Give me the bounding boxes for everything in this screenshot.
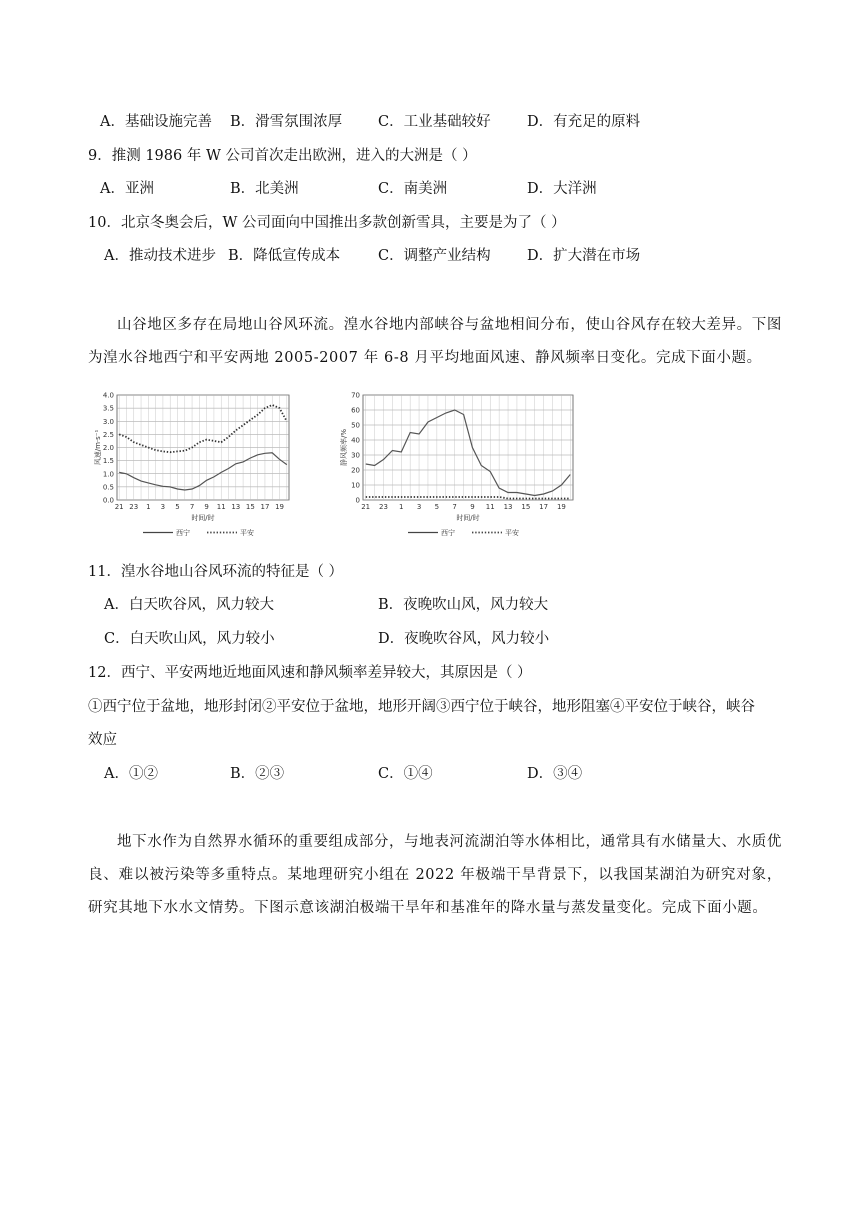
y-tick-label: 0 bbox=[355, 496, 360, 505]
q12-option-b: B．②③ bbox=[230, 766, 285, 782]
x-tick-label: 11 bbox=[216, 503, 226, 511]
plot-frame bbox=[363, 395, 573, 500]
q10-stem: 10．北京冬奥会后，W 公司面向中国推出多款创新雪具，主要是为了（ ） bbox=[88, 215, 566, 231]
y-tick-label: 30 bbox=[351, 451, 360, 460]
q12-statements-line1: ①西宁位于盆地，地形封闭②平安位于盆地，地形开阔③西宁位于峡谷，地形阻塞④平安位于峡谷，峡谷 bbox=[88, 699, 755, 715]
y-tick-label: 20 bbox=[351, 466, 360, 475]
series-line-pingan bbox=[119, 405, 287, 452]
q11-option-d: D．夜晚吹谷风，风力较小 bbox=[378, 631, 550, 647]
passage-groundwater bbox=[88, 826, 782, 925]
series-line-xining bbox=[119, 453, 287, 490]
q12-option-d: D．③④ bbox=[527, 766, 583, 782]
q11-stem: 11．湟水谷地山谷风环流的特征是（ ） bbox=[88, 564, 344, 580]
q9-option-c: C．南美洲 bbox=[378, 181, 448, 197]
x-tick-label: 19 bbox=[556, 503, 566, 511]
x-tick-label: 15 bbox=[245, 503, 255, 511]
x-tick-label: 11 bbox=[485, 503, 495, 511]
series-line-xining bbox=[366, 410, 571, 496]
q8-option-c: C．工业基础较好 bbox=[378, 114, 491, 130]
legend-label: 西宁 bbox=[441, 529, 455, 537]
x-tick-label: 17 bbox=[260, 503, 270, 511]
x-tick-label: 23 bbox=[129, 503, 139, 511]
x-axis-label: 时间/时 bbox=[456, 514, 480, 522]
y-tick-label: 1.5 bbox=[102, 457, 114, 466]
x-tick-label: 1 bbox=[146, 503, 151, 511]
x-tick-label: 7 bbox=[452, 503, 457, 511]
y-tick-label: 70 bbox=[351, 391, 360, 400]
passage-valley-wind bbox=[88, 309, 782, 375]
calm-frequency-chart bbox=[335, 385, 580, 545]
x-tick-label: 13 bbox=[231, 503, 241, 511]
y-tick-label: 10 bbox=[351, 481, 360, 490]
x-tick-label: 15 bbox=[521, 503, 531, 511]
q9-option-a: A．亚洲 bbox=[100, 181, 154, 197]
q11-option-c: C．白天吹山风，风力较小 bbox=[104, 631, 275, 647]
series-line-pingan bbox=[366, 497, 571, 499]
x-axis-label: 时间/时 bbox=[191, 514, 215, 522]
y-tick-label: 0.0 bbox=[102, 496, 114, 505]
q12-option-a: A．①② bbox=[104, 766, 158, 782]
y-tick-label: 40 bbox=[351, 436, 360, 445]
y-axis-label: 静风频率/% bbox=[340, 428, 348, 467]
passage-valley-wind-text: 山谷地区多存在局地山谷风环流。湟水谷地内部峡谷与盆地相间分布，使山谷风存在较大差异。下图为湟水谷地西宁和平安两地 2005-2007 年 6-8 月平均地面风速、静风频率日变化。完成下面小题。 bbox=[88, 317, 782, 366]
x-tick-label: 3 bbox=[416, 503, 422, 511]
passage-groundwater-text: 地下水作为自然界水循环的重要组成部分，与地表河流湖泊等水体相比，通常具有水储量大、水质优良、难以被污染等多重特点。某地理研究小组在 2022 年极端干旱背景下，以我国某湖泊为研究对象，研究其地下水水文情势。下图示意该湖泊极端干旱年和基准年的降水量与蒸发量变化。完成下面小题。 bbox=[88, 834, 782, 916]
y-tick-label: 3.5 bbox=[102, 404, 114, 413]
x-tick-label: 5 bbox=[434, 503, 440, 511]
q9-option-d: D．大洋洲 bbox=[527, 181, 597, 197]
q8-option-d: D．有充足的原料 bbox=[527, 114, 641, 130]
q12-statements-line2: 效应 bbox=[88, 732, 117, 748]
q10-option-a: A．推动技术进步 bbox=[104, 248, 216, 264]
q10-option-c: C．调整产业结构 bbox=[378, 248, 491, 264]
y-tick-label: 2.5 bbox=[102, 430, 114, 439]
x-tick-label: 9 bbox=[204, 503, 209, 511]
legend-label: 平安 bbox=[505, 529, 519, 537]
y-tick-label: 3.0 bbox=[102, 417, 114, 426]
q9-stem: 9．推测 1986 年 W 公司首次走出欧洲，进入的大洲是（ ） bbox=[88, 148, 477, 164]
wind-speed-chart bbox=[92, 385, 302, 545]
x-tick-label: 5 bbox=[175, 503, 180, 511]
y-tick-label: 1.0 bbox=[102, 470, 114, 479]
x-tick-label: 9 bbox=[470, 503, 475, 511]
y-tick-label: 4.0 bbox=[102, 391, 114, 400]
q8-option-a: A．基础设施完善 bbox=[100, 114, 212, 130]
x-tick-label: 21 bbox=[361, 503, 371, 511]
x-tick-label: 3 bbox=[160, 503, 166, 511]
y-tick-label: 2.0 bbox=[102, 444, 114, 452]
q10-option-d: D．扩大潜在市场 bbox=[527, 248, 641, 264]
y-tick-label: 60 bbox=[351, 406, 360, 415]
y-tick-label: 50 bbox=[351, 421, 360, 430]
x-tick-label: 21 bbox=[114, 503, 124, 511]
x-tick-label: 19 bbox=[275, 503, 284, 511]
y-axis-label: 风速/m·s⁻¹ bbox=[94, 429, 102, 466]
q11-option-b: B．夜晚吹山风，风力较大 bbox=[378, 597, 549, 613]
q12-option-c: C．①④ bbox=[378, 766, 433, 782]
q11-option-a: A．白天吹谷风，风力较大 bbox=[104, 597, 274, 613]
legend-label: 西宁 bbox=[176, 529, 190, 537]
y-tick-label: 0.5 bbox=[102, 483, 114, 492]
q12-stem: 12．西宁、平安两地近地面风速和静风频率差异较大，其原因是（ ） bbox=[88, 665, 532, 681]
x-tick-label: 1 bbox=[399, 503, 404, 511]
x-tick-label: 17 bbox=[539, 503, 549, 511]
x-tick-label: 13 bbox=[503, 503, 513, 511]
x-tick-label: 23 bbox=[379, 503, 388, 511]
q8-option-b: B．滑雪氛围浓厚 bbox=[230, 114, 343, 130]
q9-option-b: B．北美洲 bbox=[230, 181, 299, 197]
x-tick-label: 7 bbox=[189, 503, 195, 511]
legend-label: 平安 bbox=[240, 529, 254, 537]
q10-option-b: B．降低宣传成本 bbox=[228, 248, 341, 264]
